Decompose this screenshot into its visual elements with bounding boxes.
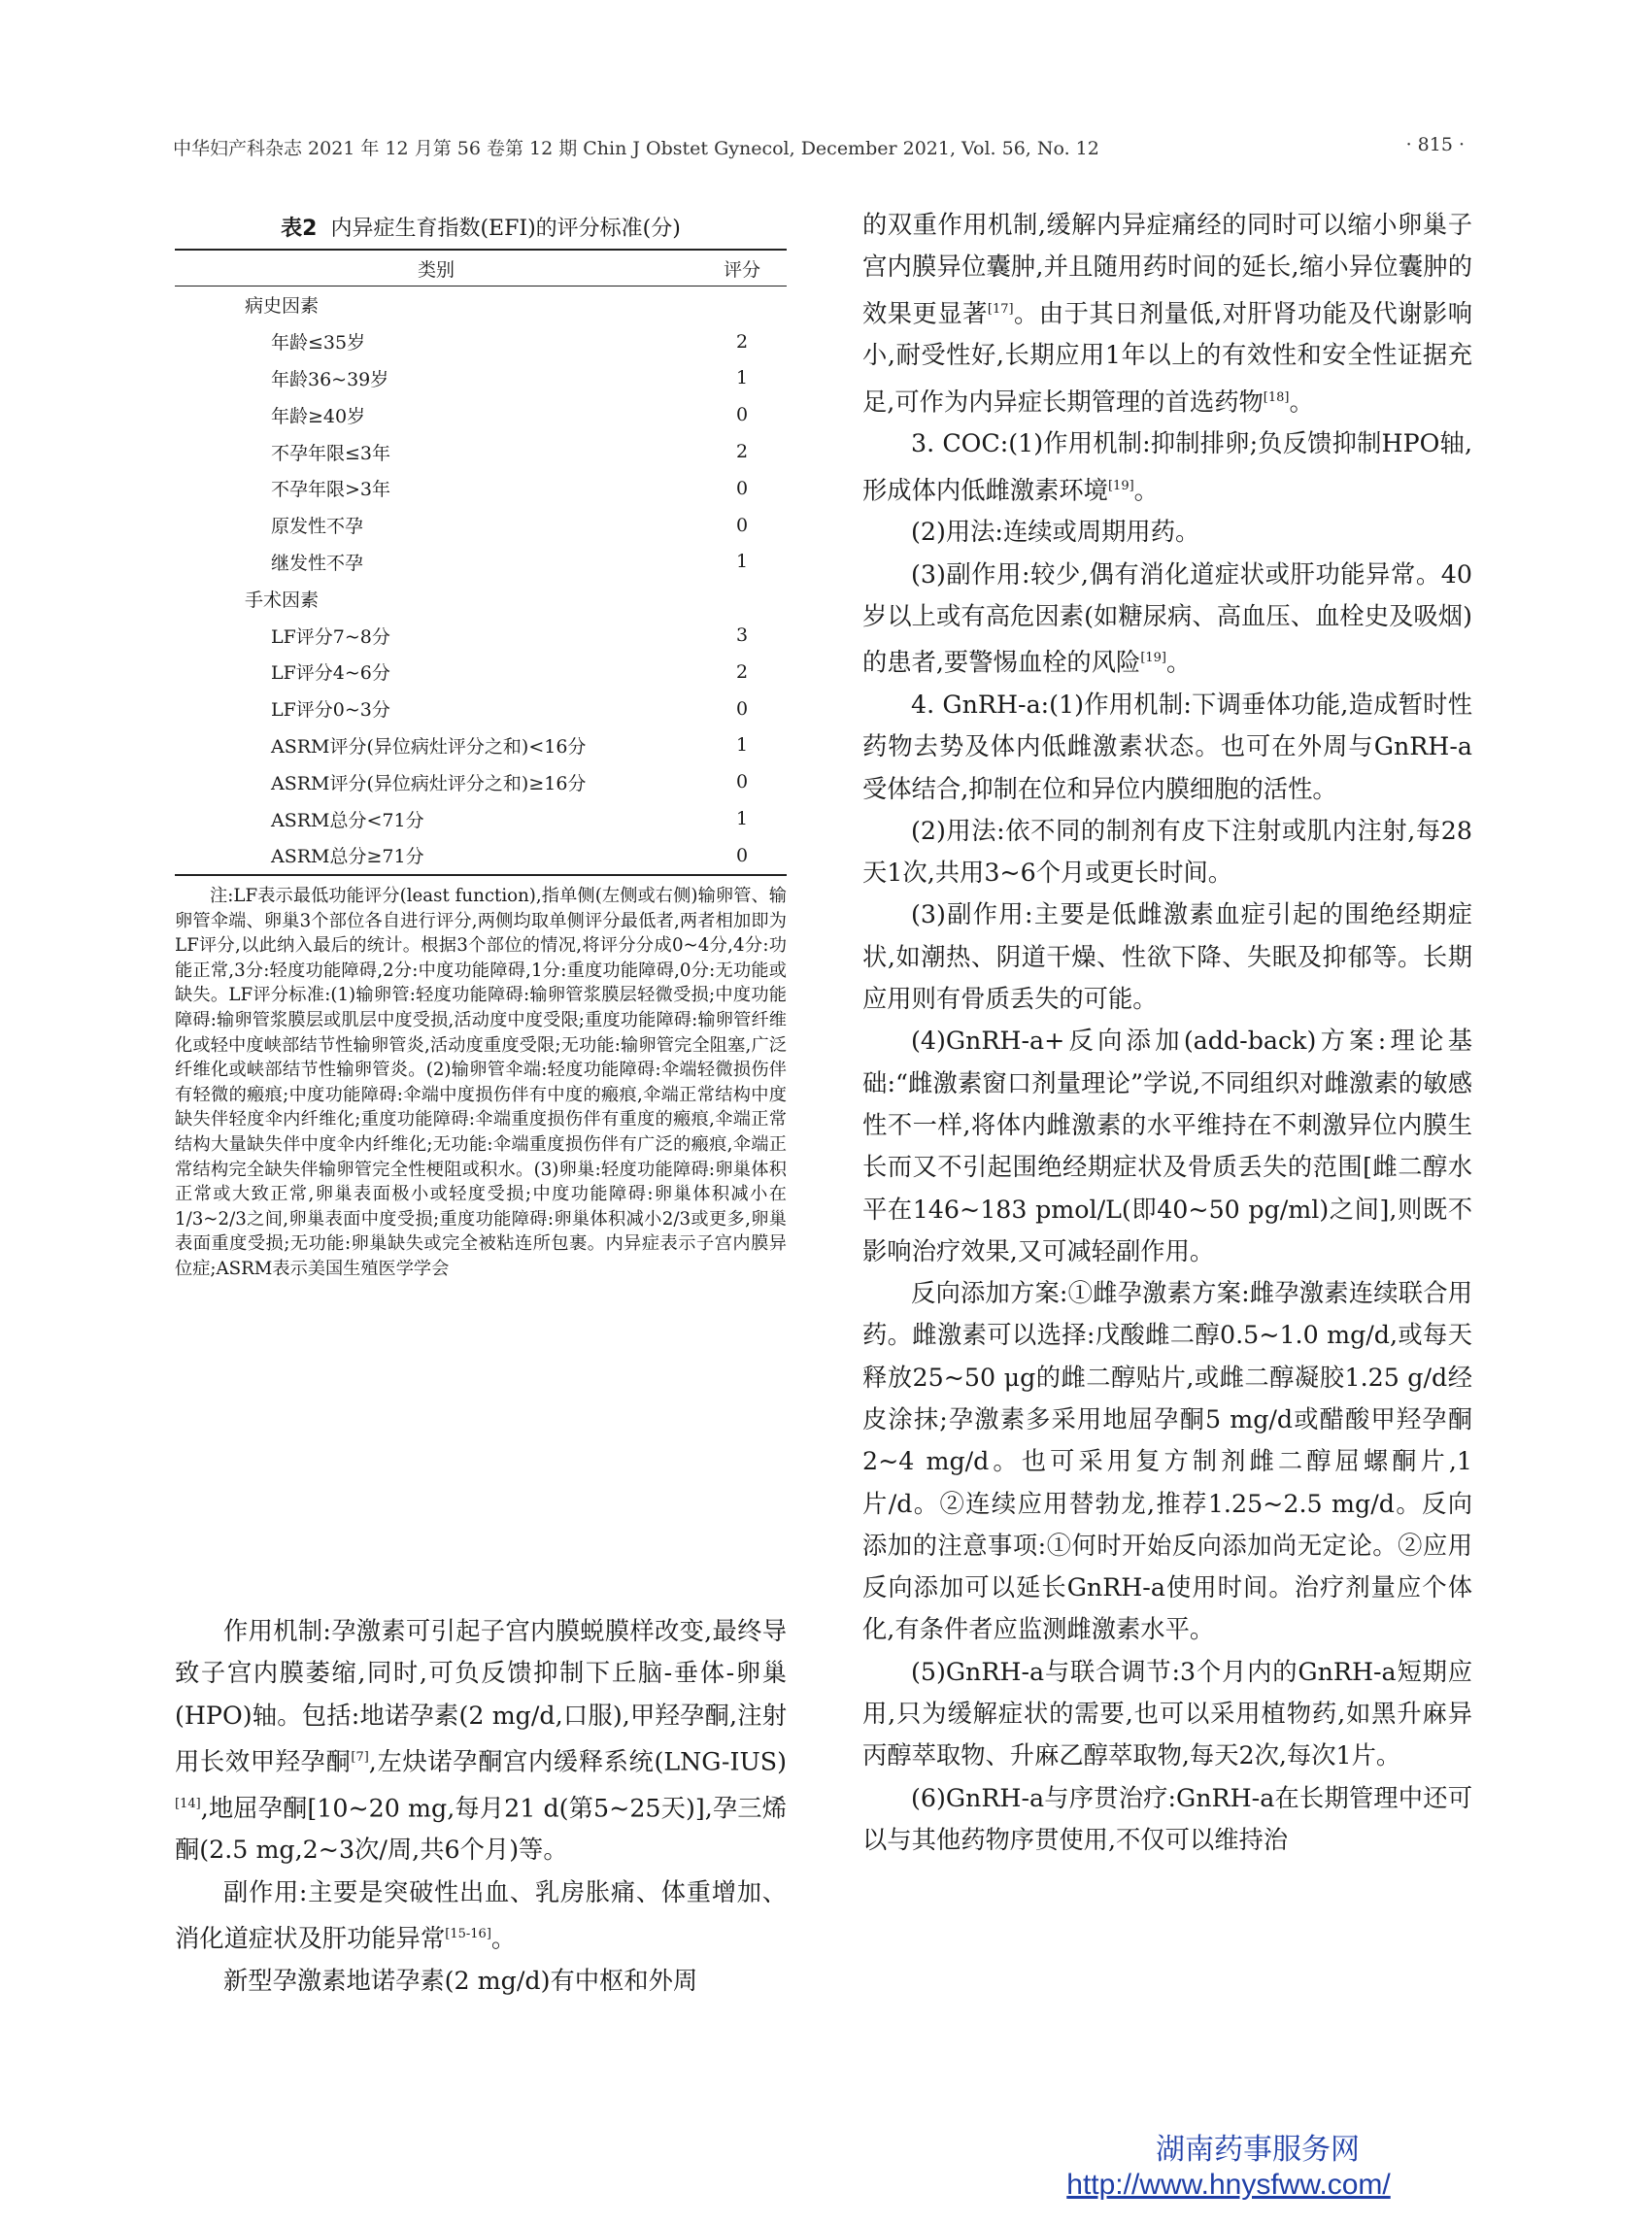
row-label: 年龄≤35岁 [271, 332, 366, 354]
row-score: 0 [735, 477, 749, 499]
row-label: 年龄36~39岁 [271, 368, 389, 390]
body-paragraph: 作用机制:孕激素可引起子宫内膜蜕膜样改变,最终导致子宫内膜萎缩,同时,可负反馈抑制下丘脑-垂体-卵巢(HPO)轴。包括:地诺孕素(2 mg/d,口服),甲羟孕酮,注射用长效甲羟孕酮[7],左炔诺孕酮宫内缓释系统(LNG-IUS)[14],地屈孕酮[10~20 mg,每月21 d(第5~25天)],孕三烯酮(2.5 mg,2~3次/周,共6个月)等。 [175, 1617, 787, 1865]
table-row [175, 323, 787, 360]
watermark-url-link[interactable]: http://www.hnysfww.com/ [1066, 2169, 1391, 2201]
right-column-body [862, 204, 1472, 1861]
body-paragraph: 的双重作用机制,缓解内异症痛经的同时可以缩小卵巢子宫内膜异位囊肿,并且随用药时间的延长,缩小异位囊肿的效果更显著[17]。由于其日剂量低,对肝肾功能及代谢影响小,耐受性好,长期应用1年以上的有效性和安全性证据充足,可作为内异症长期管理的首选药物[18]。 [862, 211, 1472, 417]
row-score: 3 [735, 624, 749, 647]
row-label: ASRM评分(异位病灶评分之和)<16分 [271, 735, 587, 758]
table-label: 表2 [281, 217, 318, 241]
row-score: 0 [735, 404, 749, 426]
row-label: LF评分7~8分 [271, 625, 390, 648]
table-row [175, 800, 787, 837]
row-label: 继发性不孕 [271, 552, 364, 574]
row-score: 1 [735, 367, 749, 389]
row-score: 2 [735, 330, 749, 353]
body-paragraph: (3)副作用:较少,偶有消化道症状或肝功能异常。40岁以上或有高危因素(如糖尿病、高血压、血栓史及吸烟)的患者,要警惕血栓的风险[19]。 [862, 559, 1472, 677]
table-header-row [175, 250, 787, 287]
row-label: 不孕年限≤3年 [271, 442, 391, 464]
table-caption: 内异症生育指数(EFI)的评分标准(分) [330, 217, 681, 241]
row-label: 年龄≥40岁 [271, 405, 366, 427]
column-header-score: 评分 [697, 250, 787, 287]
row-label: ASRM总分<71分 [271, 809, 424, 831]
row-label: ASRM总分≥71分 [175, 837, 697, 875]
body-paragraph: 反向添加方案:①雌孕激素方案:雌孕激素连续联合用药。雌激素可以选择:戊酸雌二醇0.5~1.0 mg/d,或每天释放25~50 μg的雌二醇贴片,或雌二醇凝胶1.25 g/d经皮涂抹;孕激素多采用地屈孕酮5 mg/d或醋酸甲羟孕酮2~4 mg/d。也可采用复方制剂雌二醇屈螺酮片,1片/d。②连续应用替勃龙,推荐1.25~2.5 mg/d。反向添加的注意事项:①何时开始反向添加尚无定论。②应用反向添加可以延长GnRH-a使用时间。治疗剂量应个体化,有条件者应监测雌激素水平。 [862, 1279, 1472, 1644]
table-row [175, 654, 787, 691]
table-row [175, 470, 787, 507]
table-row [175, 763, 787, 800]
left-column-body [175, 1610, 787, 2002]
body-paragraph: 4. GnRH-a:(1)作用机制:下调垂体功能,造成暂时性药物去势及体内低雌激素状态。也可在外周与GnRH-a受体结合,抑制在位和异位内膜细胞的活性。 [862, 690, 1472, 803]
body-paragraph: (2)用法:连续或周期用药。 [911, 518, 1200, 547]
efi-score-table [175, 249, 787, 876]
row-score: 0 [735, 771, 749, 793]
body-paragraph: (4)GnRH-a+反向添加(add-back)方案:理论基础:“雌激素窗口剂量理论”学说,不同组织对雌激素的敏感性不一样,将体内雌激素的水平维持在不刺激异位内膜生长而又不引起围绝经期症状及骨质丢失的范围[雌二醇水平在146~183 pmol/L(即40~50 pg/ml)之间],则既不影响治疗效果,又可减轻副作用。 [862, 1027, 1472, 1265]
table-row [175, 837, 787, 875]
table-row [175, 287, 787, 323]
body-paragraph: 副作用:主要是突破性出血、乳房胀痛、体重增加、消化道症状及肝功能异常[15-16]。 [175, 1877, 787, 1953]
journal-citation: 中华妇产科杂志 2021 年 12 月第 56 卷第 12 期 Chin J Obstet Gynecol, December 2021, Vol. 56, No. 12 [173, 138, 1099, 159]
row-label: LF评分4~6分 [271, 662, 390, 685]
row-score: 2 [735, 660, 749, 683]
row-score [697, 287, 787, 323]
table-row [175, 544, 787, 581]
row-score [697, 580, 787, 617]
body-paragraph: 新型孕激素地诺孕素(2 mg/d)有中枢和外周 [223, 1966, 698, 1995]
body-paragraph: (6)GnRH-a与序贯治疗:GnRH-a在长期管理中还可以与其他药物序贯使用,不仅可以维持治 [862, 1783, 1472, 1854]
row-label: LF评分0~3分 [271, 699, 390, 722]
row-score: 0 [735, 514, 749, 536]
column-header-category: 类别 [175, 250, 697, 287]
row-score: 0 [735, 697, 749, 720]
table-row [175, 617, 787, 654]
table-title [175, 212, 787, 242]
site-watermark [971, 2133, 1486, 2203]
table-row [175, 691, 787, 727]
row-label: ASRM评分(异位病灶评分之和)≥16分 [271, 772, 587, 794]
table-row [175, 360, 787, 397]
running-header [173, 134, 1465, 167]
table-row [175, 580, 787, 617]
table-row [175, 433, 787, 470]
row-label: 不孕年限>3年 [271, 479, 391, 501]
table-row [175, 727, 787, 764]
row-score: 1 [735, 808, 749, 830]
row-label: 原发性不孕 [271, 516, 364, 538]
row-label: 病史因素 [245, 295, 320, 318]
body-paragraph: (2)用法:依不同的制剂有皮下注射或肌内注射,每28天1次,共用3~6个月或更长时间。 [862, 816, 1472, 888]
row-score: 0 [697, 837, 787, 875]
table-row [175, 396, 787, 433]
row-score: 1 [735, 734, 749, 757]
row-score: 2 [735, 441, 749, 463]
table-row [175, 507, 787, 544]
body-paragraph: (5)GnRH-a与联合调节:3个月内的GnRH-a短期应用,只为缓解症状的需要,也可以采用植物药,如黑升麻异丙醇萃取物、升麻乙醇萃取物,每天2次,每次1片。 [862, 1657, 1472, 1770]
row-label: 手术因素 [245, 589, 320, 611]
watermark-site-name: 湖南药事服务网 [1156, 2134, 1360, 2166]
body-paragraph: 3. COC:(1)作用机制:抑制排卵;负反馈抑制HPO轴,形成体内低雌激素环境[19]。 [862, 429, 1472, 505]
page-number: · 815 · [1405, 134, 1465, 155]
body-paragraph: (3)副作用:主要是低雌激素血症引起的围绝经期症状,如潮热、阴道干燥、性欲下降、失眠及抑郁等。长期应用则有骨质丢失的可能。 [862, 900, 1472, 1014]
row-score: 1 [735, 551, 749, 573]
table-footnote: 注:LF表示最低功能评分(least function),指单侧(左侧或右侧)输卵管、输卵管伞端、卵巢3个部位各自进行评分,两侧均取单侧评分最低者,两者相加即为LF评分,以此纳入最后的统计。根据3个部位的情况,将评分分成0~4分,4分:功能正常,3分:轻度功能障碍,2分:中度功能障碍,1分:重度功能障碍,0分:无功能或缺失。LF评分标准:(1)输卵管:轻度功能障碍:输卵管浆膜层轻微受损;中度功能障碍:输卵管浆膜层或肌层中度受损,活动度中度受限;重度功能障碍:输卵管纤维化或轻中度峡部结节性输卵管炎,活动度重度受限;无功能:输卵管完全阻塞,广泛纤维化或峡部结节性输卵管炎。(2)输卵管伞端:轻度功能障碍:伞端轻微损伤伴有轻微的瘢痕;中度功能障碍:伞端中度损伤伴有中度的瘢痕,伞端正常结构中度缺失伴轻度伞内纤维化;重度功能障碍:伞端重度损伤伴有重度的瘢痕,伞端正常结构大量缺失伴中度伞内纤维化;无功能:伞端重度损伤伴有广泛的瘢痕,伞端正常结构完全缺失伴输卵管完全性梗阻或积水。(3)卵巢:轻度功能障碍:卵巢体积正常或大致正常,卵巢表面极小或轻度受损;中度功能障碍:卵巢体积减小在1/3~2/3之间,卵巢表面中度受损;重度功能障碍:卵巢体积减小2/3或更多,卵巢表面重度受损;无功能:卵巢缺失或完全被粘连所包裹。内异症表示子宫内膜异位症;ASRM表示美国生殖医学学会 [175, 886, 787, 1279]
